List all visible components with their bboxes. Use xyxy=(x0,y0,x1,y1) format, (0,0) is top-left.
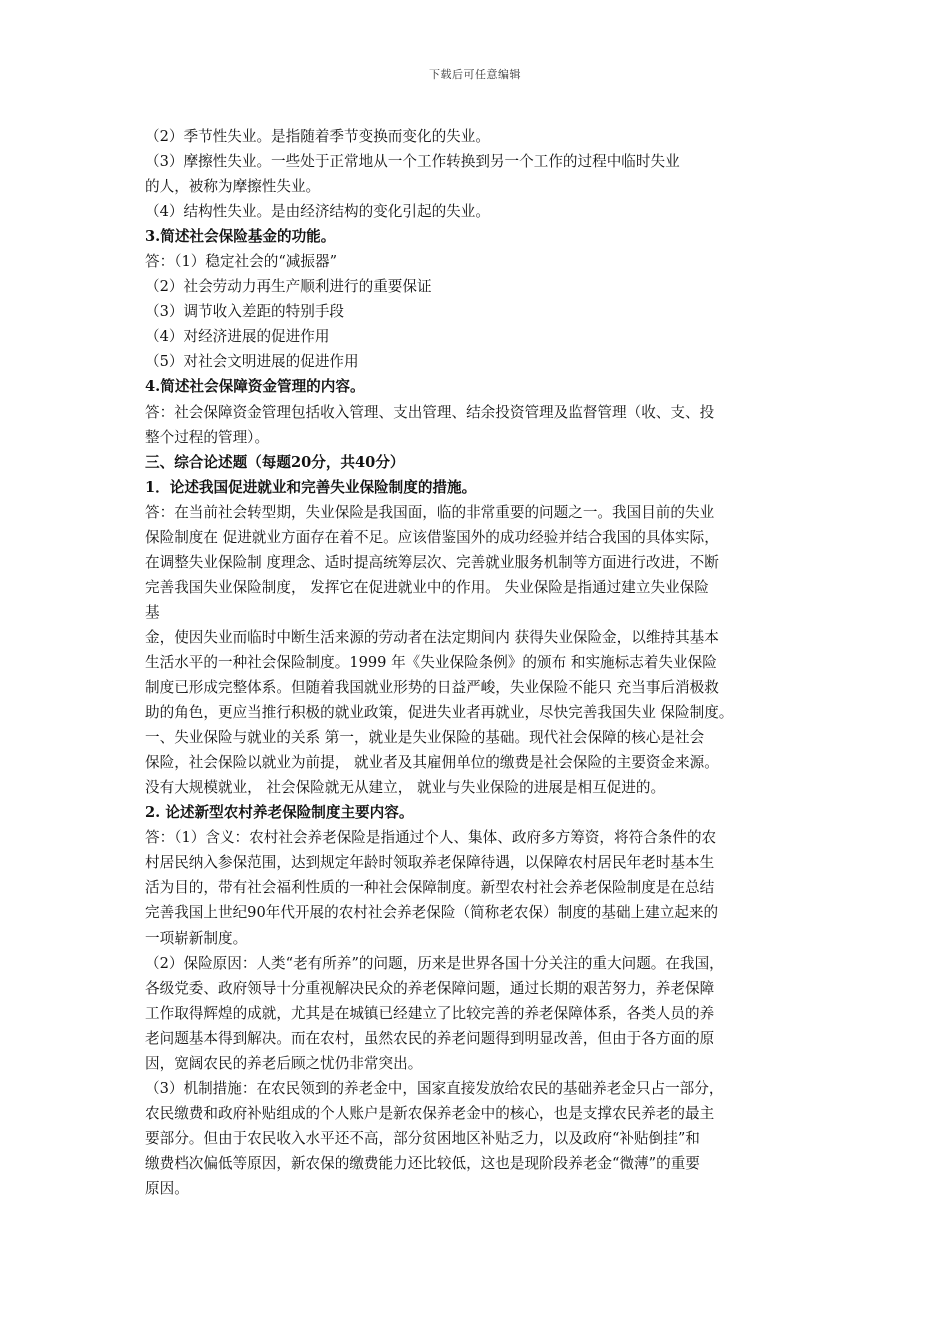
text-line: （2）季节性失业。是指随着季节变换而变化的失业。 xyxy=(145,128,490,145)
section-heading: 1．论述我国促进就业和完善失业保险制度的措施。 xyxy=(145,478,477,496)
text-line: （5）对社会文明进展的促进作用 xyxy=(145,353,359,371)
text-line: 保险制度在 促进就业方面存在着不足。应该借鉴国外的成功经验并结合我国的具体实际， xyxy=(145,528,719,546)
section-heading: 三、综合论述题（每题20分，共40分） xyxy=(145,453,405,471)
section-heading: 2. 论述新型农村养老保险制度主要内容。 xyxy=(145,804,414,822)
text-line: 缴费档次偏低等原因，新农保的缴费能力还比较低，这也是现阶段养老金“微薄”的重要 xyxy=(145,1154,700,1172)
text-line: 整个过程的管理）。 xyxy=(145,428,270,446)
text-line: 没有大规模就业， 社会保险就无从建立， 就业与失业保险的进展是相互促进的。 xyxy=(145,779,666,797)
text-line: 金，使因失业而临时中断生活来源的劳动者在法定期间内 获得失业保险金，以维持其基本 xyxy=(145,628,719,646)
text-line: 保险，社会保险以就业为前提， 就业者及其雇佣单位的缴费是社会保险的主要资金来源。 xyxy=(145,754,719,772)
text-line: 一项崭新制度。 xyxy=(145,929,248,947)
text-line: 活为目的，带有社会福利性质的一种社会保障制度。新型农村社会养老保险制度是在总结 xyxy=(145,879,715,897)
text-line: 完善我国上世纪90年代开展的农村社会养老保险（简称老农保）制度的基础上建立起来的 xyxy=(145,904,719,922)
text-line: 生活水平的一种社会保险制度。1999 年《失业保险条例》的颁布 和实施标志着失业保险 xyxy=(145,653,717,671)
text-line: 各级党委、政府领导十分重视解决民众的养老保障问题，通过长期的艰苦努力，养老保障 xyxy=(145,979,715,997)
section-heading: 4.简述社会保障资金管理的内容。 xyxy=(145,378,365,396)
text-line: 村居民纳入参保范围，达到规定年龄时领取养老保障待遇，以保障农村居民年老时基本生 xyxy=(145,854,715,872)
text-line: 原因。 xyxy=(145,1179,189,1197)
text-line: 答：（1）稳定社会的“减振器” xyxy=(145,253,338,271)
page-header: 下载后可任意编辑 xyxy=(429,68,521,81)
text-line: 的人，被称为摩擦性失业。 xyxy=(145,178,321,196)
text-line: （3）调节收入差距的特别手段 xyxy=(145,303,345,321)
text-line: 助的角色，更应当推行积极的就业政策，促进失业者再就业，尽快完善我国失业 保险制度。 xyxy=(145,704,734,722)
document-body xyxy=(145,124,835,1201)
text-line: （3）机制措施：在农民领到的养老金中，国家直接发放给农民的基础养老金只占一部分， xyxy=(145,1079,724,1097)
text-line: 答：（1）含义：农村社会养老保险是指通过个人、集体、政府多方筹资，将符合条件的农 xyxy=(145,829,717,847)
text-line: （4）对经济进展的促进作用 xyxy=(145,328,330,346)
text-line: 答：在当前社会转型期，失业保险是我国面，临的非常重要的问题之一。我国目前的失业 xyxy=(145,503,715,521)
text-line: 完善我国失业保险制度， 发挥它在促进就业中的作用。 失业保险是指通过建立失业保险 xyxy=(145,578,709,596)
text-line: （2）社会劳动力再生产顺利进行的重要保证 xyxy=(145,278,432,296)
text-line: 因，宽阔农民的养老后顾之忧仍非常突出。 xyxy=(145,1054,423,1072)
text-line: 老问题基本得到解决。而在农村，虽然农民的养老问题得到明显改善，但由于各方面的原 xyxy=(145,1029,715,1047)
text-line: 一、失业保险与就业的关系 第一，就业是失业保险的基础。现代社会保障的核心是社会 xyxy=(145,729,705,747)
text-line: 基 xyxy=(145,603,160,621)
text-line: （3）摩擦性失业。一些处于正常地从一个工作转换到另一个工作的过程中临时失业 xyxy=(145,153,680,171)
text-line: 答：社会保障资金管理包括收入管理、支出管理、结余投资管理及监督管理（收、支、投 xyxy=(145,403,715,421)
text-line: 要部分。但由于农民收入水平还不高，部分贫困地区补贴乏力，以及政府“补贴倒挂”和 xyxy=(145,1129,700,1147)
text-line: （4）结构性失业。是由经济结构的变化引起的失业。 xyxy=(145,203,490,221)
text-line: 农民缴费和政府补贴组成的个人账户是新农保养老金中的核心，也是支撑农民养老的最主 xyxy=(145,1104,715,1122)
text-line: 工作取得辉煌的成就，尤其是在城镇已经建立了比较完善的养老保障体系，各类人员的养 xyxy=(145,1004,715,1022)
section-heading: 3.简述社会保险基金的功能。 xyxy=(145,228,336,246)
text-line: （2）保险原因：人类“老有所养”的问题，历来是世界各国十分关注的重大问题。在我国， xyxy=(145,954,724,972)
text-line: 在调整失业保险制 度理念、适时提高统筹层次、完善就业服务机制等方面进行改进，不断 xyxy=(145,553,719,571)
text-line: 制度已形成完整体系。但随着我国就业形势的日益严峻，失业保险不能只 充当事后消极救 xyxy=(145,679,719,697)
